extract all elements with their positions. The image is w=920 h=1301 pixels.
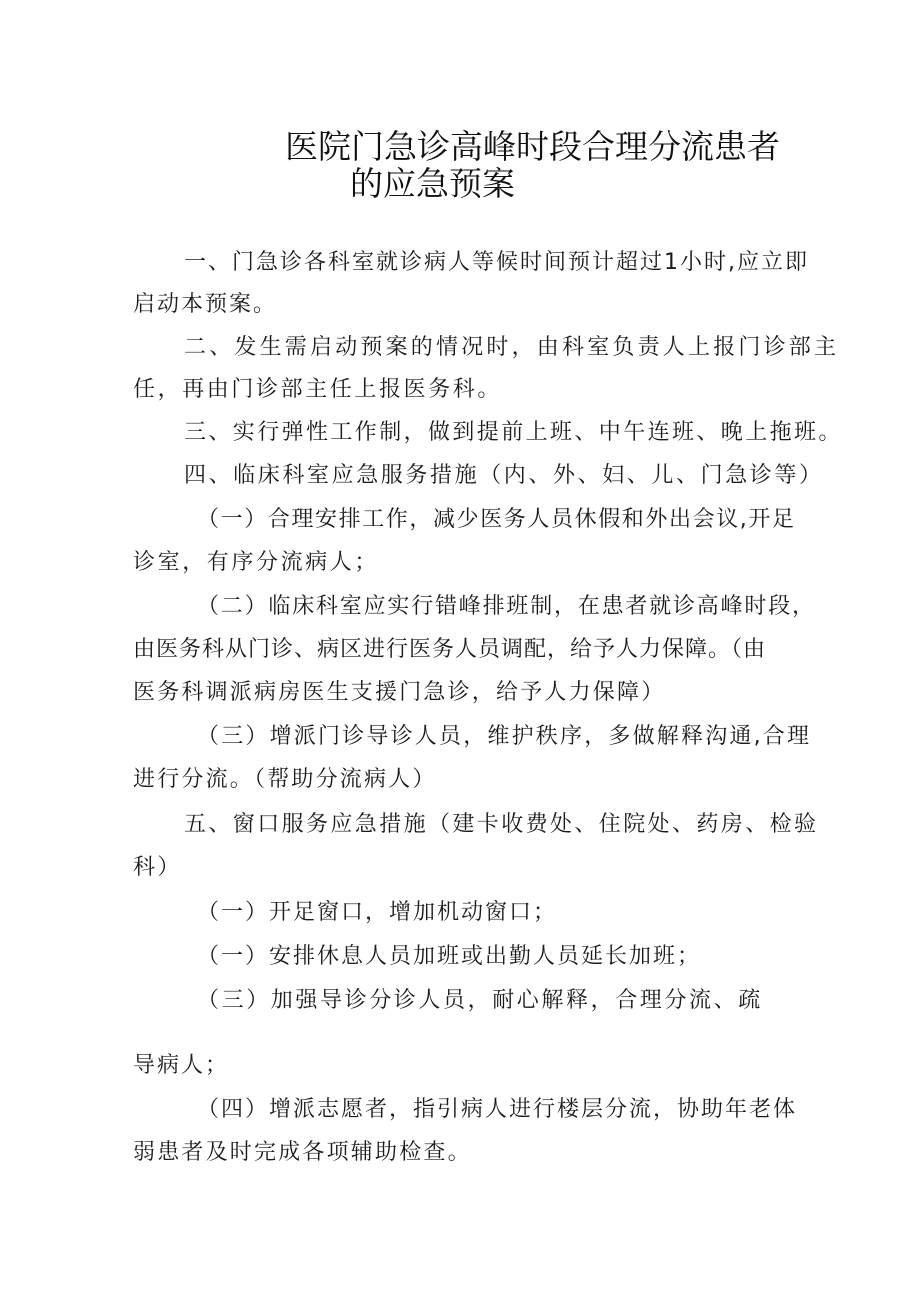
paragraph-3: 三、实行弹性工作制，做到提前上班、中午连班、晚上拖班。 xyxy=(184,420,843,445)
paragraph-4-2-line-3: 医务科调派病房医生支援门急诊，给予人力保障） xyxy=(133,680,666,705)
paragraph-5-4-line-1: （四）增派志愿者，指引病人进行楼层分流，协助年老体 xyxy=(197,1097,798,1122)
paragraph-5-3-line-2: 导病人； xyxy=(133,1053,230,1078)
paragraph-1-line-2: 启动本预案。 xyxy=(133,292,278,317)
paragraph-2-line-1: 二、发生需启动预案的情况时，由科室负责人上报门诊部主 xyxy=(184,335,840,360)
paragraph-4-2-line-1: （二）临床科室应实行错峰排班制，在患者就诊高峰时段， xyxy=(197,594,816,619)
paragraph-5-1: （一）开足窗口，增加机动窗口； xyxy=(197,900,558,925)
paragraph-4-2-line-2: 由医务科从门诊、病区进行医务人员调配，给予人力保障。（由 xyxy=(133,637,767,662)
paragraph-4-1-line-2: 诊室，有序分流病人； xyxy=(133,550,380,575)
document-title-line-1: 医院门急诊高峰时段合理分流患者 xyxy=(285,127,780,166)
paragraph-5-line-2: 科） xyxy=(133,855,182,880)
paragraph-5-3-line-1: （三）加强导诊分诊人员，耐心解释，合理分流、疏 xyxy=(197,988,763,1013)
document-title-line-2: 的应急预案 xyxy=(350,164,515,203)
paragraph-4-1-line-1: （一）合理安排工作，减少医务人员休假和外出会议,开足 xyxy=(197,507,796,532)
paragraph-5-line-1: 五、窗口服务应急措施（建卡收费处、住院处、药房、检验 xyxy=(184,812,819,837)
paragraph-4-3-line-1: （三）增派门诊导诊人员，维护秩序，多做解释沟通,合理 xyxy=(197,724,812,749)
paragraph-4: 四、临床科室应急服务措施（内、外、妇、儿、门急诊等） xyxy=(184,463,824,488)
paragraph-4-3-line-2: 进行分流。（帮助分流病人） xyxy=(133,767,437,792)
paragraph-5-2: （一）安排休息人员加班或出勤人员延长加班； xyxy=(197,944,702,969)
paragraph-5-4-line-2: 弱患者及时完成各项辅助检查。 xyxy=(133,1140,472,1165)
paragraph-1-line-1: 一、门急诊各科室就诊病人等候时间预计超过1小时,应立即 xyxy=(184,250,809,275)
paragraph-2-line-2: 任，再由门诊部主任上报医务科。 xyxy=(133,377,503,402)
